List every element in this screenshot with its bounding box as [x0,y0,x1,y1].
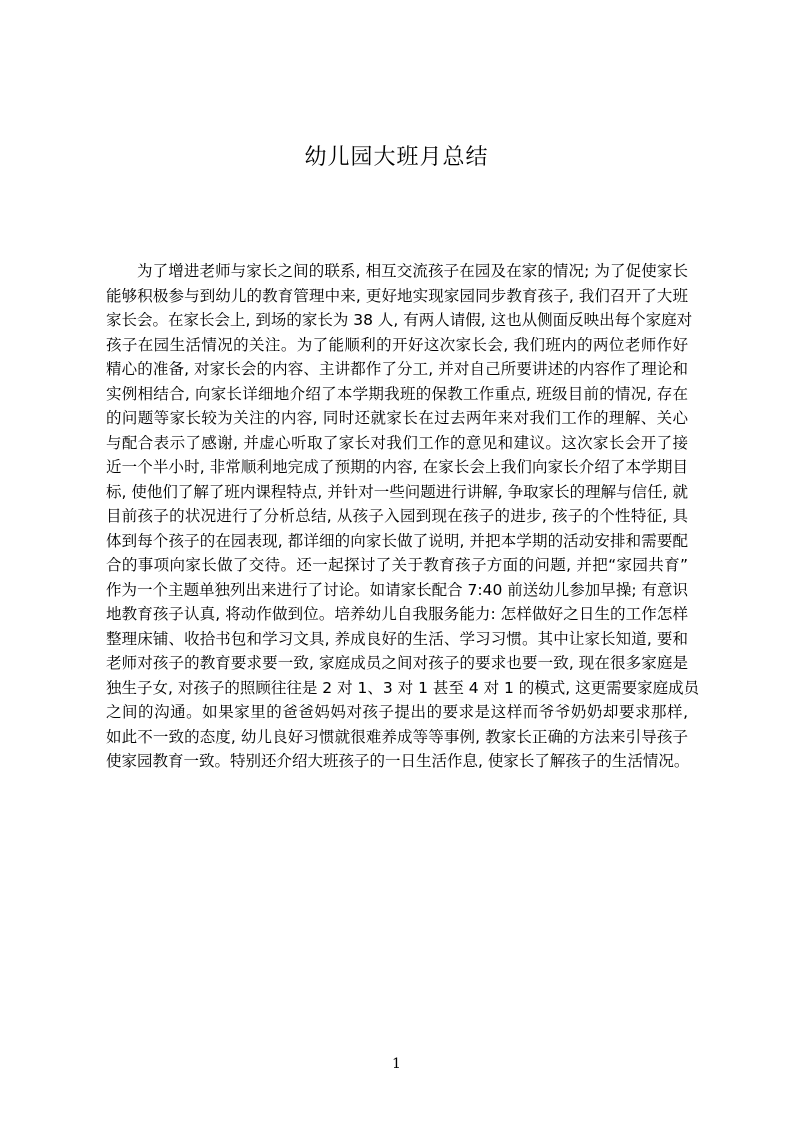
paragraph-line: 为了增进老师与家长之间的联系, 相互交流孩子在园及在家的情况; 为了促使家长 [137,262,688,280]
paragraph-line: 标, 使他们了解了班内课程特点, 并针对一些问题进行讲解, 争取家长的理解与信任, 就 [106,482,688,501]
paragraph-line: 如此不一致的态度, 幼儿良好习惯就很难养成等等事例, 教家长正确的方法来引导孩子 [106,727,688,746]
paragraph-line: 家长会。在家长会上, 到场的家长为 38 人, 有两人请假, 这也从侧面反映出每个家庭对 [106,311,693,329]
paragraph-line: 之间的沟通。如果家里的爸爸妈妈对孩子提出的要求是这样而爷爷奶奶却要求那样, [106,703,688,721]
body-paragraph [106,259,700,774]
paragraph-line: 老师对孩子的教育要求要一致, 家庭成员之间对孩子的要求也要一致, 现在很多家庭是 [106,654,688,672]
paragraph-line: 的问题等家长较为关注的内容, 同时还就家长在过去两年来对我们工作的理解、关心 [106,409,688,427]
paragraph-line: 孩子在园生活情况的关注。为了能顺利的开好这次家长会, 我们班内的两位老师作好 [106,335,688,354]
paragraph-line: 实例相结合, 向家长详细地介绍了本学期我班的保教工作重点, 班级目前的情况, 存在 [106,384,688,403]
paragraph-line: 地教育孩子认真, 将动作做到位。培养幼儿自我服务能力: 怎样做好之日生的工作怎样 [106,605,688,623]
paragraph-line: 独生子女, 对孩子的照顾往往是 2 对 1、3 对 1 甚至 4 对 1 的模式, 这更需要家庭成员 [106,678,700,697]
document-title: 幼儿园大班月总结 [304,145,489,170]
page-number: 1 [392,1056,401,1072]
paragraph-line: 能够积极参与到幼儿的教育管理中来, 更好地实现家园同步教育孩子, 我们召开了大班 [106,286,688,305]
paragraph-line: 作为一个主题单独列出来进行了讨论。如请家长配合 7:40 前送幼儿参加早操; 有意识 [106,580,688,599]
paragraph-line: 与配合表示了感谢, 并虚心听取了家长对我们工作的意见和建议。这次家长会开了接 [106,433,688,452]
paragraph-line: 使家园教育一致。特别还介绍大班孩子的一日生活作息, 使家长了解孩子的生活情况。 [106,752,690,770]
paragraph-line: 精心的准备, 对家长会的内容、主讲都作了分工, 并对自己所要讲述的内容作了理论和 [106,360,688,378]
paragraph-line: 目前孩子的状况进行了分析总结, 从孩子入园到现在孩子的进步, 孩子的个性特征, 具 [106,507,688,525]
paragraph-line: 近一个半小时, 非常顺利地完成了预期的内容, 在家长会上我们向家长介绍了本学期目 [106,458,688,476]
paragraph-line: 整理床铺、收拾书包和学习文具, 养成良好的生活、学习习惯。其中让家长知道, 要和 [106,629,688,648]
paragraph-line: 合的事项向家长做了交待。还一起探讨了关于教育孩子方面的问题, 并把“家园共育” [106,556,688,574]
paragraph-line: 体到每个孩子的在园表现, 都详细的向家长做了说明, 并把本学期的活动安排和需要配 [106,531,688,550]
